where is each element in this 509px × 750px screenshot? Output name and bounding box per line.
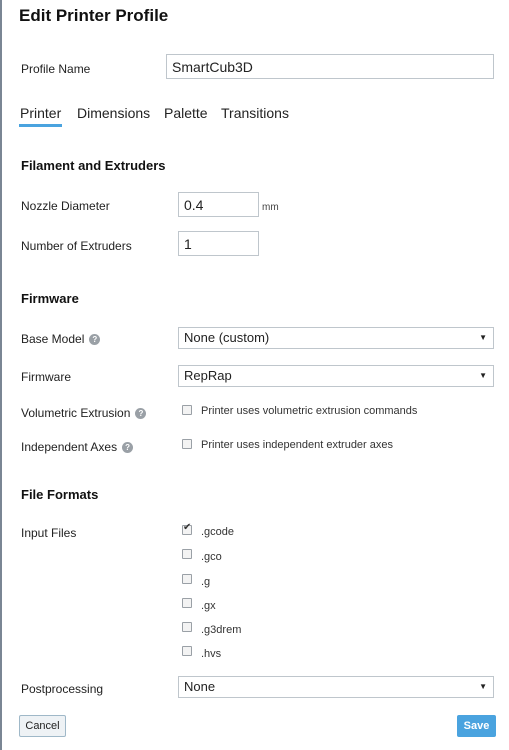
- input-file-option: .gx: [201, 600, 216, 612]
- active-tab-indicator: [19, 124, 62, 127]
- section-heading-filament: Filament and Extruders: [21, 158, 166, 173]
- tab-printer[interactable]: Printer: [20, 105, 62, 121]
- input-g3drem-checkbox[interactable]: [182, 622, 192, 632]
- postprocessing-value: None: [184, 679, 216, 694]
- profile-name-input[interactable]: [166, 54, 494, 79]
- firmware-label: Firmware: [21, 370, 71, 384]
- section-heading-firmware: Firmware: [21, 291, 79, 306]
- chevron-down-icon: ▼: [479, 371, 487, 380]
- independent-axes-text: Printer uses independent extruder axes: [201, 439, 394, 451]
- input-g-checkbox[interactable]: [182, 574, 192, 584]
- help-icon[interactable]: ?: [89, 334, 100, 345]
- volumetric-extrusion-label: [21, 406, 146, 420]
- tab-transitions[interactable]: Transitions: [221, 105, 289, 121]
- base-model-value: None (custom): [184, 330, 270, 345]
- section-heading-file-formats: File Formats: [21, 487, 99, 502]
- base-model-label: [21, 332, 100, 346]
- input-file-option: .g: [201, 576, 211, 588]
- number-of-extruders-label: Number of Extruders: [21, 239, 132, 253]
- window-left-edge: [0, 0, 2, 750]
- base-model-select[interactable]: [178, 327, 494, 349]
- profile-name-label: Profile Name: [21, 62, 91, 76]
- save-button[interactable]: Save: [457, 715, 496, 737]
- cancel-button[interactable]: Cancel: [19, 715, 66, 737]
- input-hvs-checkbox[interactable]: [182, 646, 192, 656]
- nozzle-unit-label: mm: [262, 202, 279, 213]
- postprocessing-label: Postprocessing: [21, 682, 104, 696]
- dialog-title: Edit Printer Profile: [19, 6, 169, 25]
- tab-dimensions[interactable]: Dimensions: [77, 105, 151, 121]
- number-of-extruders-input[interactable]: [178, 231, 259, 256]
- input-files-label: Input Files: [21, 526, 77, 540]
- input-gco-checkbox[interactable]: [182, 549, 192, 559]
- nozzle-diameter-input[interactable]: [178, 192, 259, 217]
- volumetric-extrusion-label-text: Volumetric Extrusion: [21, 406, 131, 420]
- independent-axes-label: [21, 440, 133, 454]
- help-icon[interactable]: ?: [122, 442, 133, 453]
- firmware-select[interactable]: [178, 365, 494, 387]
- input-file-option: .g3drem: [201, 624, 242, 636]
- input-file-option: .gco: [201, 551, 222, 563]
- help-icon[interactable]: ?: [135, 408, 146, 419]
- checkmark-icon: ✔: [183, 522, 192, 533]
- volumetric-extrusion-text: Printer uses volumetric extrusion commands: [201, 405, 418, 417]
- nozzle-diameter-label: Nozzle Diameter: [21, 199, 110, 213]
- input-file-option: .gcode: [201, 526, 235, 538]
- base-model-label-text: Base Model: [21, 332, 85, 346]
- volumetric-extrusion-checkbox[interactable]: [182, 405, 192, 415]
- input-file-option: .hvs: [201, 648, 222, 660]
- postprocessing-select[interactable]: [178, 676, 494, 698]
- chevron-down-icon: ▼: [479, 682, 487, 691]
- input-gx-checkbox[interactable]: [182, 598, 192, 608]
- tab-palette[interactable]: Palette: [164, 105, 208, 121]
- firmware-value: RepRap: [184, 368, 232, 383]
- independent-axes-label-text: Independent Axes: [21, 440, 118, 454]
- input-gcode-checkbox[interactable]: [182, 522, 192, 535]
- independent-axes-checkbox[interactable]: [182, 439, 192, 449]
- chevron-down-icon: ▼: [479, 333, 487, 342]
